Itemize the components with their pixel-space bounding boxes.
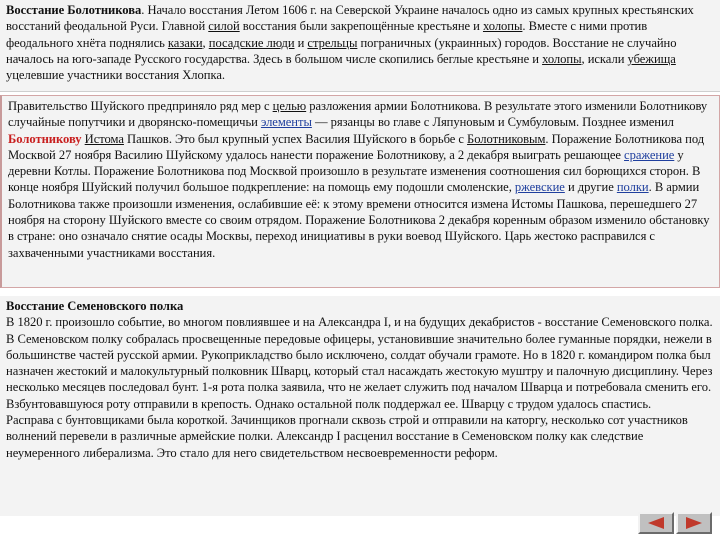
arrow-right-icon: [684, 516, 704, 530]
text-span: ,: [202, 35, 209, 50]
text-span: . В армии Болотникова также произошли изменения, ослабившие её: к этому времени относится измена Истомы Пашкова, перешедшего 27 ноября на сторону Шуйского вместе со своим отрядом. Поражение Болотникова 2 декабря коренным образом изменило обстановку в стране: оно означало снятие осады Москвы, переход инициативы в руки воевод Шуйского. Царь жестоко расправился с захваченными участниками восстания.: [8, 180, 710, 260]
text-block-bolotnikov-uprising: [0, 0, 720, 92]
arrow-left-icon: [646, 516, 666, 530]
text-span: Правительство Шуйского предприняло ряд мер с: [8, 99, 273, 113]
link-ubezhishcha[interactable]: убежища: [627, 51, 676, 66]
link-tselyu[interactable]: целью: [272, 99, 307, 113]
link-holopy-2[interactable]: холопы: [542, 51, 582, 66]
link-polki[interactable]: полки: [616, 180, 649, 195]
text-span: у деревни Котлы. Поражение Болотникова под Москвой произошло в результате изменения соотношения сил борющихся сторон. В конце ноября Шуйский получил большое подкрепление: на помощь ему подошли смоленские,: [8, 147, 701, 195]
text-span: и другие: [564, 180, 617, 195]
prev-slide-button[interactable]: [638, 512, 674, 534]
text-span: . Вместе с ними против феодального хнёта поднялись: [6, 19, 648, 50]
text-span: , искали: [581, 51, 628, 66]
text-block-semenovsky-uprising: [0, 296, 720, 516]
link-istoma[interactable]: Истома: [84, 131, 124, 146]
link-silo[interactable]: силой: [208, 19, 240, 34]
highlighted-word: Болотникову: [8, 131, 82, 146]
text-block-shuisky-measures: [0, 95, 720, 288]
section-title: Восстание Болотникова: [6, 3, 142, 17]
text-span: уцелевшие участники восстания Хлопка.: [6, 68, 225, 83]
paragraph: В 1820 г. произошло событие, во многом повлиявшее и на Александра I, и на будущих декабристов - восстание Семеновского полка. В Семеновском полку собралась просвещенные передовые офицеры, установившие значительно более гуманные порядки, нежели в большинстве частей русской армии. Рукоприкладство было исключено, солдат обучали грамоте. Но в 1820 г. командиром полка был назначен жестокий и малокультурный полковник Шварц, который стал насаждать жестокую муштру и палочную дисциплину. Через несколько месяцев последовал бунт. 1-я рота полка заявила, что не желает служить под началом Шварца и потребовала сменить его. Взбунтовавшуюся роту отправили в крепость. Однако остальной полк поддержал ее. Шварцу с трудом удалось спастись.: [6, 315, 713, 411]
link-bolotnikovym[interactable]: Болотниковым: [467, 131, 546, 146]
link-kazaki[interactable]: казаки: [167, 35, 203, 50]
text-span: пограничных (украинных) городов. Восстание не случайно началось на юго-западе Русского государства. Здесь в большом числе скопились беглые крестьяне и: [6, 35, 677, 66]
link-elementy[interactable]: элементы: [260, 115, 312, 130]
link-holopy[interactable]: холопы: [482, 19, 523, 34]
text-span: . Начало восстания Летом 1606 г. на Северской Украине началось одно из самых крупных крестьянских восстаний феодальной Руси. Главной: [6, 3, 694, 34]
slide-navigation: [638, 512, 712, 534]
link-srazhenie[interactable]: сражение: [624, 147, 675, 162]
link-rzhevskie[interactable]: ржевские: [514, 180, 565, 195]
text-span: разложения армии Болотникова. В результате этого изменили Болотникову случайные попутчики и дворянско-помещичьи: [8, 99, 708, 130]
text-span: восстания были закрепощённые крестьяне и: [239, 19, 483, 34]
section-title: Восстание Семеновского полка: [6, 299, 184, 313]
link-streltsy[interactable]: стрельцы: [307, 35, 358, 50]
next-slide-button[interactable]: [676, 512, 712, 534]
text-span: . Поражение Болотникова под Москвой 27 ноября Василию Шуйскому удалось нанести поражение Болотникову, а 2 декабря выиграть решающее: [8, 131, 705, 162]
text-span: Пашков. Это был крупный успех Василия Шуйского в борьбе с: [123, 131, 468, 146]
link-posadskie-lyudi[interactable]: посадские люди: [208, 35, 295, 50]
text-span: и: [294, 35, 308, 50]
paragraph: Расправа с бунтовщиками была короткой. Зачинщиков прогнали сквозь строй и отправили на каторгу, несколько сот участников волнений перевели в различные армейские полки. Александр I расценил восстание в Семеновском полку как следствие неумеренного либерализма. Это стало для него свидетельством несвоевременности реформ.: [6, 413, 688, 460]
text-span: — рязанцы во главе с Ляпуновым и Сумбуловым. Позднее изменил: [311, 115, 674, 130]
